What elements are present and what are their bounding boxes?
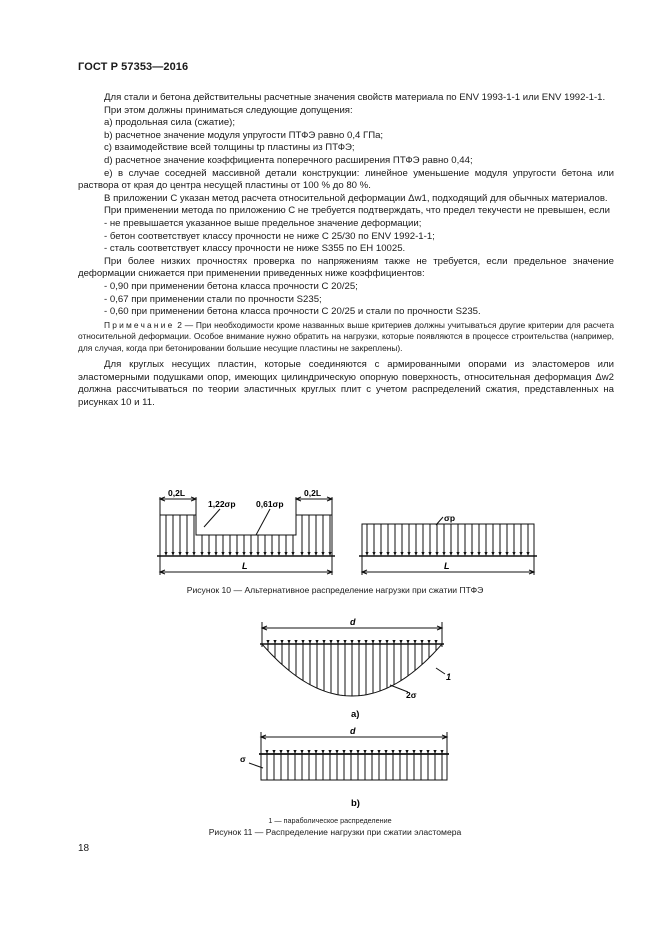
label-d-b: d <box>350 726 356 736</box>
figure-11-caption: Рисунок 11 — Распределение нагрузки при сжатии эластомера <box>208 827 462 837</box>
figure-11b-diagram <box>235 722 470 812</box>
subfigure-b-label: b) <box>351 798 360 809</box>
subfigure-a-label: а) <box>351 709 360 720</box>
label-d-a: d <box>350 617 356 627</box>
leader-line <box>256 509 270 535</box>
list-item: - 0,90 при применении бетона класса прочности С 20/25; <box>104 280 358 292</box>
list-item: b) расчетное значение модуля упругости ПТФЭ равно 0,4 ГПа; <box>104 129 384 141</box>
list-item: - 0,67 при применении стали по прочности S235; <box>104 293 322 305</box>
label-sigma-p: σp <box>444 513 456 523</box>
figure-11a-diagram <box>240 612 470 722</box>
leader-line <box>204 509 220 527</box>
load-outline <box>160 515 332 556</box>
note <box>78 320 614 354</box>
uniform-elastomer-load-diagram <box>249 732 449 780</box>
label-0-2L-left: 0,2L <box>168 488 186 498</box>
list-item: - сталь соответствует классу прочности не ниже S355 по ЕН 10025. <box>104 243 406 255</box>
paragraph: При более низких прочностях проверка по напряжениям также не требуется, если предельное значение деформации снижается при применении приведенных ниже коэффициентов: <box>78 255 614 280</box>
parabolic-load-diagram <box>260 622 445 696</box>
leader-line <box>436 668 445 674</box>
label-0-2L-right: 0,2L <box>304 488 322 498</box>
document-header: ГОСТ Р 57353—2016 <box>78 61 189 73</box>
list-item: - не превышается указанное выше предельное значение деформации; <box>104 217 422 229</box>
note-text: 2 — При необходимости кроме названных выше критериев должны учитываться другие критерии для расчета относительной деформации. Особое внимание нужно обратить на нагрузки, которые появляются в процессе строительства (например, для случая, когда при бетонировании большие несущие пластины не закреплены). <box>78 319 615 353</box>
page-number: 18 <box>78 843 90 854</box>
paragraph: При этом должны приниматься следующие допущения: <box>104 104 353 116</box>
list-item: - бетон соответствует классу прочности не ниже С 25/30 по ENV 1992-1-1; <box>104 230 435 242</box>
note-label: Примечание <box>104 319 175 330</box>
label-curve-1: 1 <box>446 672 452 682</box>
figure-10-caption: Рисунок 10 — Альтернативное распределение нагрузки при сжатии ПТФЭ <box>186 585 484 595</box>
list-item: d) расчетное значение коэффициента поперечного расширения ПТФЭ равно 0,44; <box>104 154 473 166</box>
list-item: c) взаимодействие всей толщины tp пластины из ПТФЭ; <box>104 142 355 154</box>
load-outline <box>261 754 447 780</box>
paragraph: При применении метода по приложению С не требуется подтверждать, что предел текучести не превышен, если <box>104 205 610 217</box>
paragraph: Для круглых несущих пластин, которые соединяются с армированными опорами из эластомеров или эластомерными подушками опор, имеющих цилиндрическую опорную поверхность, относительная деформация Δw2 должна рассчитываться по теории эластичных круглых плит с учетом распределений сжатия, представленных на рисунках 10 и 11. <box>78 358 614 408</box>
figure-11-legend: 1 — параболическое распределение <box>268 816 392 825</box>
label-2-sigma: 2σ <box>406 690 417 700</box>
figure-10-diagram <box>140 483 540 583</box>
list-item: a) продольная сила (сжатие); <box>104 117 236 129</box>
body-text <box>78 92 614 409</box>
label-1-22-sigma: 1,22σp <box>208 499 236 509</box>
label-sigma: σ <box>240 754 246 764</box>
label-L-right: L <box>444 561 450 571</box>
paragraph: В приложении С указан метод расчета относительной деформации Δw1, подходящий для обычных материалов. <box>104 192 608 204</box>
list-item: - 0,60 при применении бетона класса прочности С 20/25 и стали по прочности S235. <box>104 306 481 318</box>
paragraph: Для стали и бетона действительны расчетные значения свойств материала по ENV 1993-1-1 или ENV 1992-1-1. <box>104 92 606 103</box>
label-0-61-sigma: 0,61σp <box>256 499 284 509</box>
list-item: e) в случае соседней массивной детали конструкции: линейное уменьшение модуля упругости бетона или раствора от края до центра несущей пластины от 100 % до 80 %. <box>78 167 614 192</box>
label-L-left: L <box>242 561 248 571</box>
